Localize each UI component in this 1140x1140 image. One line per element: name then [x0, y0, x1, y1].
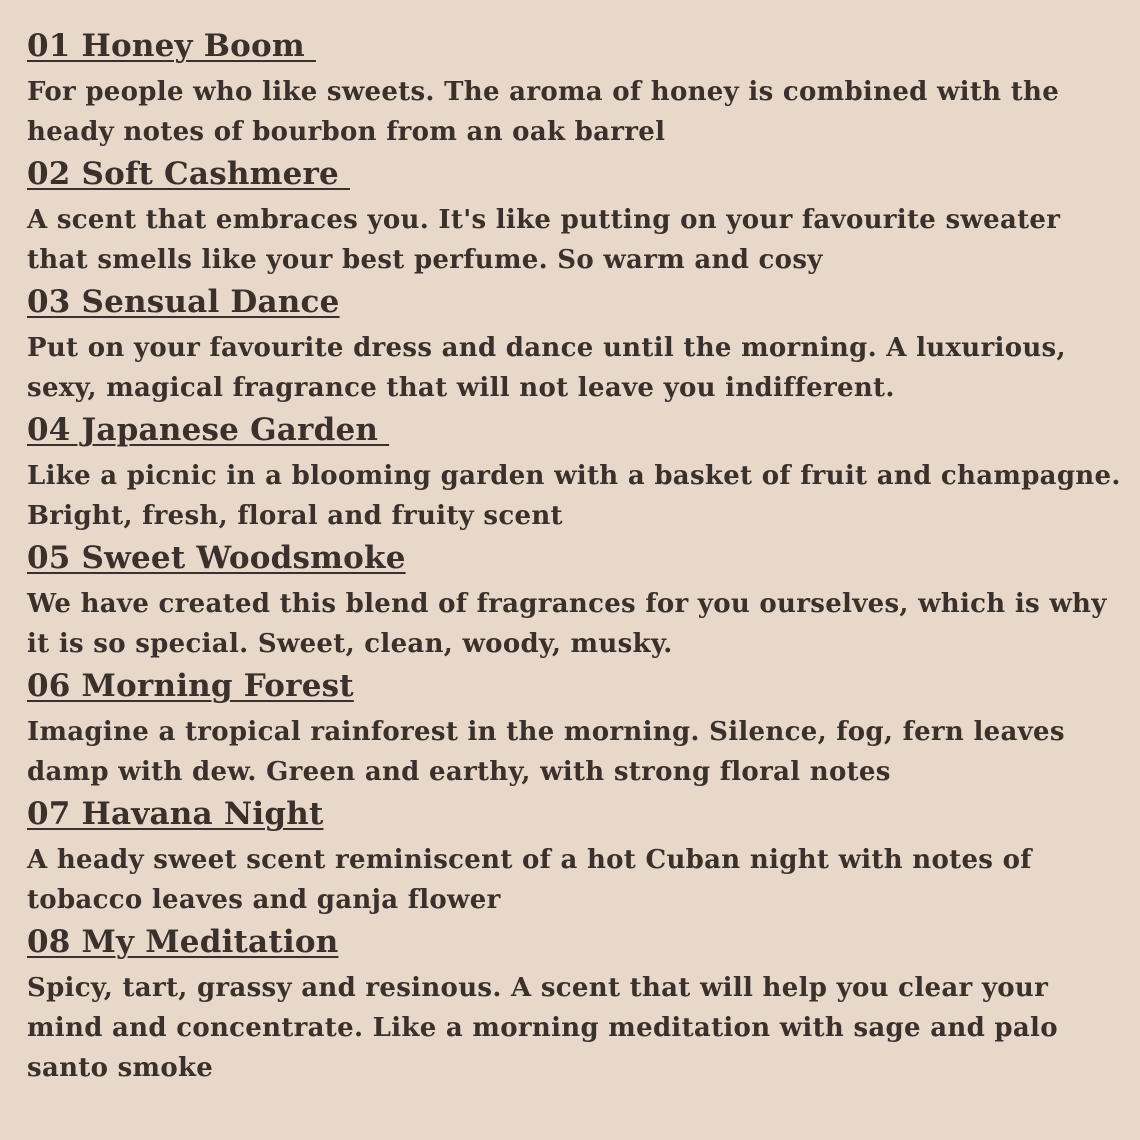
fragrance-entry-sensual-dance: [27, 284, 1140, 412]
description-line: heady notes of bourbon from an oak barrel: [27, 117, 666, 147]
fragrance-entry-soft-cashmere: [27, 156, 1140, 284]
description-line: Spicy, tart, grassy and resinous. A scent that will help you clear your: [27, 973, 1049, 1003]
fragrance-description: [27, 968, 1140, 1092]
fragrance-title: 05 Sweet Woodsmoke: [27, 540, 406, 576]
description-line: that smells like your best perfume. So warm and cosy: [27, 245, 823, 275]
fragrance-entry-my-meditation: [27, 924, 1140, 1092]
description-line: mind and concentrate. Like a morning meditation with sage and palo: [27, 1013, 1058, 1043]
fragrance-entry-japanese-garden: [27, 412, 1140, 540]
fragrance-entry-havana-night: [27, 796, 1140, 924]
fragrance-entry-honey-boom: [27, 28, 1140, 156]
fragrance-description: [27, 328, 1140, 412]
description-line: it is so special. Sweet, clean, woody, musky.: [27, 629, 673, 659]
fragrance-description: [27, 456, 1140, 540]
description-line: Bright, fresh, floral and fruity scent: [27, 501, 563, 531]
description-line: For people who like sweets. The aroma of honey is combined with the: [27, 77, 1060, 107]
fragrance-description: [27, 584, 1140, 668]
fragrance-title: 04 Japanese Garden: [27, 412, 390, 448]
description-line: A scent that embraces you. It's like putting on your favourite sweater: [27, 205, 1061, 235]
fragrance-title: 08 My Meditation: [27, 924, 339, 960]
description-line: A heady sweet scent reminiscent of a hot Cuban night with notes of: [27, 845, 1032, 875]
fragrance-title: 06 Morning Forest: [27, 668, 354, 704]
description-line: Put on your favourite dress and dance until the morning. A luxurious,: [27, 333, 1066, 363]
fragrance-description: [27, 712, 1140, 796]
fragrance-title: 01 Honey Boom: [27, 28, 316, 64]
description-line: Like a picnic in a blooming garden with a basket of fruit and champagne.: [27, 461, 1121, 491]
fragrance-title: 07 Havana Night: [27, 796, 324, 832]
fragrance-description: [27, 840, 1140, 924]
fragrance-entry-sweet-woodsmoke: [27, 540, 1140, 668]
fragrance-title: 03 Sensual Dance: [27, 284, 340, 320]
description-line: damp with dew. Green and earthy, with strong floral notes: [27, 757, 891, 787]
description-line: Imagine a tropical rainforest in the morning. Silence, fog, fern leaves: [27, 717, 1065, 747]
description-line: tobacco leaves and ganja flower: [27, 885, 501, 915]
fragrance-description: [27, 200, 1140, 284]
description-line: We have created this blend of fragrances for you ourselves, which is why: [27, 589, 1107, 619]
fragrance-entry-morning-forest: [27, 668, 1140, 796]
description-line: sexy, magical fragrance that will not leave you indifferent.: [27, 373, 895, 403]
fragrance-title: 02 Soft Cashmere: [27, 156, 350, 192]
fragrance-description: [27, 72, 1140, 156]
description-line: santo smoke: [27, 1053, 214, 1083]
